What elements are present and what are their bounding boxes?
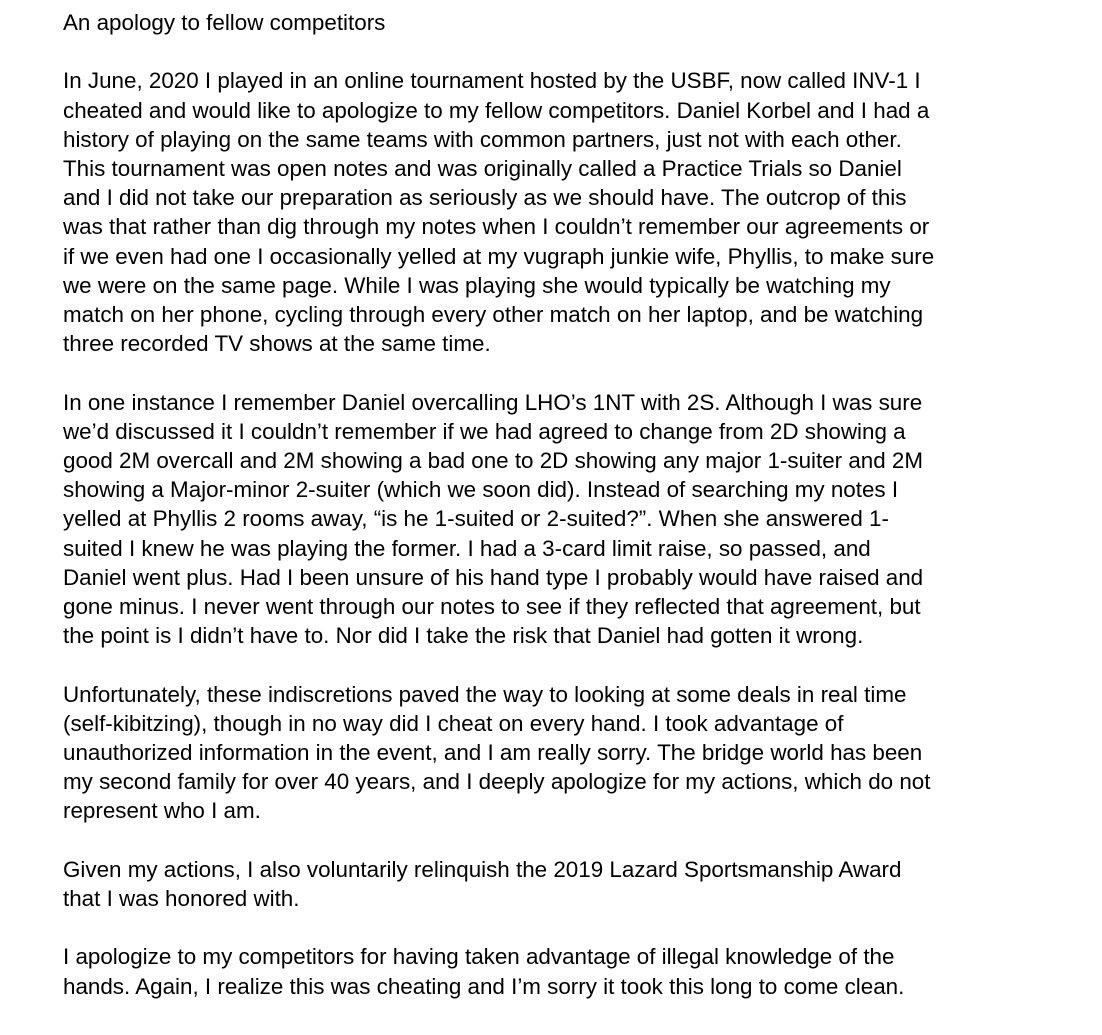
paragraph-spacer	[63, 913, 1063, 942]
paragraph-spacer	[63, 826, 1063, 855]
document-body	[63, 8, 1063, 1001]
paragraph-2: In one instance I remember Daniel overcalling LHO’s 1NT with 2S. Although I was sure we’d discussed it I couldn’t remember if we had agreed to change from 2D showing a good 2M overcall and 2M showing a bad one to 2D showing any major 1-suiter and 2M showing a Major-minor 2-suiter (which we soon did). Instead of searching my notes I yelled at Phyllis 2 rooms away, “is he 1-suited or 2-suited?”. When she answered 1- suited I knew he was playing the former. I had a 3-card limit raise, so passed, and Daniel went plus. Had I been unsure of his hand type I probably would have raised and gone minus. I never went through our notes to see if they reflected that agreement, but the point is I didn’t have to. Nor did I take the risk that Daniel had gotten it wrong.	[63, 389, 924, 649]
paragraph-spacer	[63, 37, 1063, 66]
paragraph-1: In June, 2020 I played in an online tournament hosted by the USBF, now called INV-1 I cheated and would like to apologize to my fellow competitors. Daniel Korbel and I had a history of playing on the same teams with common partners, just not with each other. This tournament was open notes and was originally called a Practice Trials so Daniel and I did not take our preparation as seriously as we should have. The outcrop of this was that rather than dig through my notes when I couldn’t remember our agreements or if we even had one I occasionally yelled at my vugraph junkie wife, Phyllis, to make sure we were on the same page. While I was playing she would typically be watching my match on her phone, cycling through every other match on her laptop, and be watching three recorded TV shows at the same time.	[63, 68, 935, 357]
document-title: An apology to fellow competitors	[63, 10, 386, 35]
paragraph-5: I apologize to my competitors for having taken advantage of illegal knowledge of the hands. Again, I realize this was cheating and I’m sorry it took this long to come clean.	[63, 944, 905, 999]
paragraph-3: Unfortunately, these indiscretions paved the way to looking at some deals in real time (self-kibitzing), though in no way did I cheat on every hand. I took advantage of unauthorized information in the event, and I am really sorry. The bridge world has been my second family for over 40 years, and I deeply apologize for my actions, which do not represent who I am.	[63, 681, 931, 824]
paragraph-4: Given my actions, I also voluntarily relinquish the 2019 Lazard Sportsmanship Award that I was honored with.	[63, 856, 902, 912]
paragraph-spacer	[63, 650, 1063, 679]
paragraph-spacer	[63, 358, 1063, 387]
